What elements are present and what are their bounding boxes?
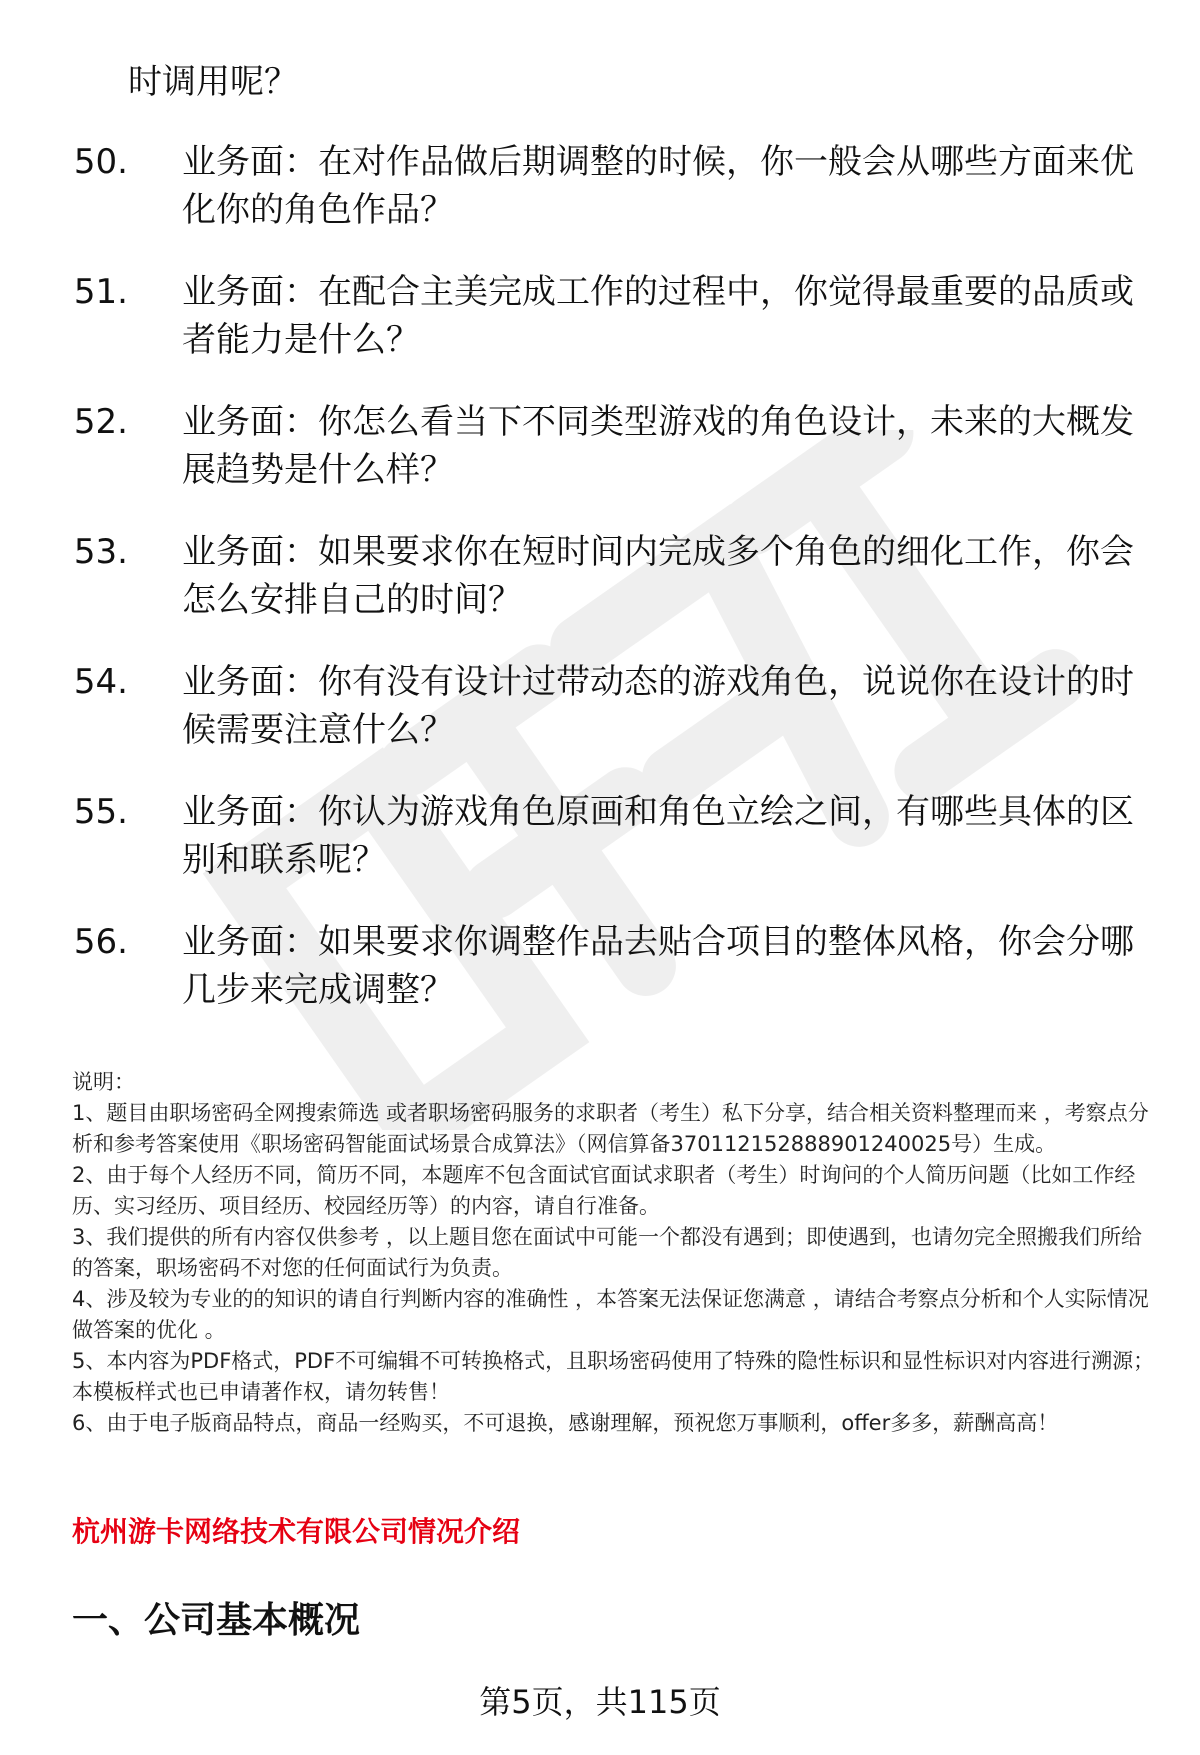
- note-item: 4、涉及较为专业的的知识的请自行判断内容的准确性 ，本答案无法保证您满意 ，请结合考察点分析和个人实际情况做答案的优化 。: [72, 1287, 1149, 1342]
- question-category: 业务面：: [182, 402, 318, 442]
- question-line: 如果要求你在短时间内完成多个角色的细化工作，你会: [318, 532, 1134, 572]
- question-item: [54, 528, 1154, 624]
- question-list: [54, 138, 1154, 1048]
- question-line: 候需要注意什么？: [182, 710, 454, 750]
- note-item: 1、题目由职场密码全网搜索筛选 或者职场密码服务的求职者（考生）私下分享，结合相关资料整理而来 ，考察点分析和参考答案使用《职场密码智能面试场景合成算法》（网信算备370112152888901240025号）生成。: [72, 1101, 1149, 1156]
- question-category: 业务面：: [182, 792, 318, 832]
- question-text: [128, 138, 1154, 234]
- note-item: 5、本内容为PDF格式，PDF不可编辑不可转换格式，且职场密码使用了特殊的隐性标识和显性标识对内容进行溯源；本模板样式也已申请著作权，请勿转售！: [72, 1349, 1155, 1404]
- question-line: 在配合主美完成工作的过程中，你觉得最重要的品质或: [318, 272, 1134, 312]
- question-line: 你认为游戏角色原画和角色立绘之间，有哪些具体的区: [318, 792, 1134, 832]
- question-line: 展趋势是什么样？: [182, 450, 454, 490]
- question-category: 业务面：: [182, 922, 318, 962]
- question-line: 几步来完成调整？: [182, 970, 454, 1010]
- question-line: 别和联系呢？: [182, 840, 386, 880]
- question-item: [54, 918, 1154, 1014]
- question-item: [54, 398, 1154, 494]
- notes-section: [72, 1067, 1162, 1439]
- question-line: 如果要求你调整作品去贴合项目的整体风格，你会分哪: [318, 922, 1134, 962]
- page-number: 第5页，共115页: [479, 1683, 721, 1721]
- question-number: 50.: [73, 142, 128, 182]
- question-line: 化你的角色作品？: [182, 190, 454, 230]
- question-line: 你有没有设计过带动态的游戏角色，说说你在设计的时: [318, 662, 1134, 702]
- question-category: 业务面：: [182, 272, 318, 312]
- question-text: [128, 398, 1154, 494]
- question-text: [128, 658, 1154, 754]
- question-category: 业务面：: [182, 532, 318, 572]
- note-item: 3、我们提供的所有内容仅供参考 ，以上题目您在面试中可能一个都没有遇到；即使遇到，也请勿完全照搬我们所给的答案，职场密码不对您的任何面试行为负责。: [72, 1225, 1143, 1280]
- question-continuation: 时调用呢？: [128, 62, 298, 102]
- question-line: 你怎么看当下不同类型游戏的角色设计，未来的大概发: [318, 402, 1134, 442]
- company-title: 杭州游卡网络技术有限公司情况介绍: [72, 1515, 521, 1548]
- question-item: [54, 788, 1154, 884]
- question-category: 业务面：: [182, 142, 318, 182]
- question-number: 54.: [73, 662, 128, 702]
- section-heading: 一、公司基本概况: [72, 1600, 361, 1641]
- question-text: [128, 788, 1154, 884]
- question-text: [128, 268, 1154, 364]
- question-number: 52.: [73, 402, 128, 442]
- question-line: 怎么安排自己的时间？: [182, 580, 522, 620]
- question-number: 53.: [73, 532, 128, 572]
- note-item: 2、由于每个人经历不同，简历不同，本题库不包含面试官面试求职者（考生）时询问的个人简历问题（比如工作经历、实习经历、项目经历、校园经历等）的内容，请自行准备。: [72, 1163, 1136, 1218]
- note-item: 6、由于电子版商品特点，商品一经购买，不可退换，感谢理解，预祝您万事顺利，offer多多，薪酬高高！: [72, 1411, 1059, 1435]
- question-category: 业务面：: [182, 662, 318, 702]
- question-line: 者能力是什么？: [182, 320, 420, 360]
- question-item: [54, 138, 1154, 234]
- question-number: 56.: [73, 922, 128, 962]
- question-number: 55.: [73, 792, 128, 832]
- question-text: [128, 918, 1154, 1014]
- notes-title: 说明：: [72, 1070, 135, 1094]
- question-item: [54, 268, 1154, 364]
- question-line: 在对作品做后期调整的时候，你一般会从哪些方面来优: [318, 142, 1134, 182]
- question-text: [128, 528, 1154, 624]
- question-item: [54, 658, 1154, 754]
- question-number: 51.: [73, 272, 128, 312]
